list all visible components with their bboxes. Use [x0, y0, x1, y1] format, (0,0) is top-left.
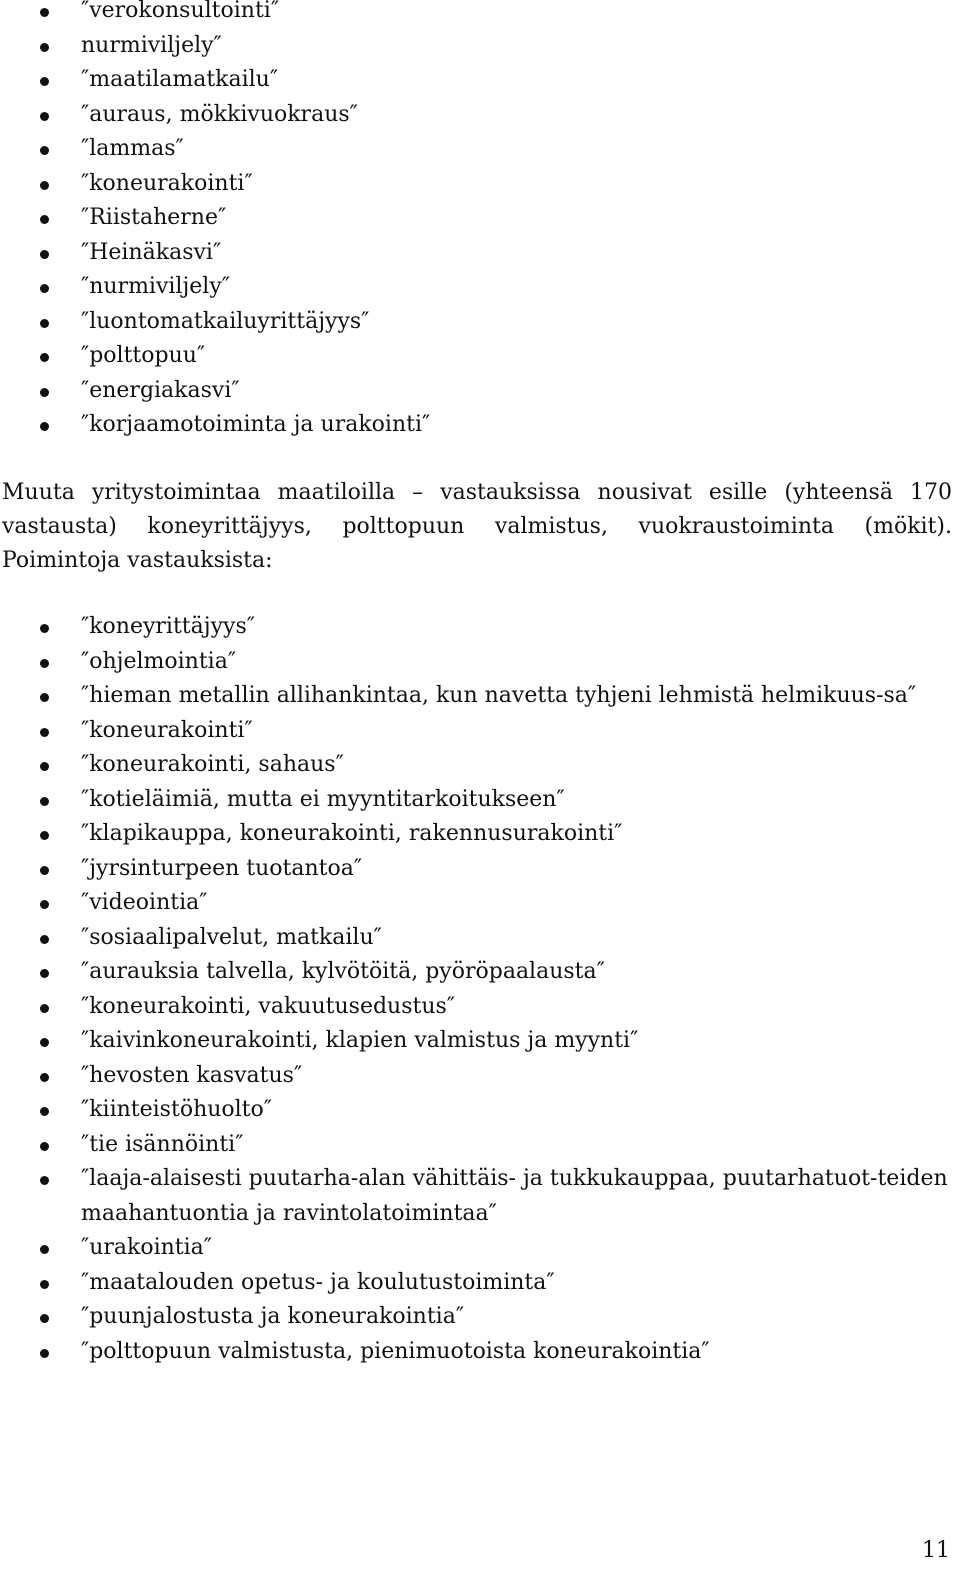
bullet-icon — [40, 1142, 49, 1151]
list-item — [0, 1024, 960, 1059]
list-item-text: ″luontomatkailuyrittäjyys″ — [81, 308, 370, 334]
bullet-icon — [40, 1107, 49, 1116]
list-item — [0, 1128, 960, 1163]
paragraph-line: Poimintoja vastauksista: — [2, 548, 273, 573]
list-item-text: ″polttopuun valmistusta, pienimuotoista koneurakointia″ — [81, 1338, 710, 1364]
bullet-icon — [40, 8, 49, 17]
list-item — [0, 339, 960, 374]
list-item-text: ″nurmiviljely″ — [81, 274, 230, 299]
list-item-text: ″koneyrittäjyys″ — [81, 614, 255, 639]
bullet-icon — [40, 250, 49, 259]
list-item — [0, 201, 960, 236]
list-item-text: ″polttopuu″ — [81, 343, 206, 368]
page-number: 11 — [922, 1538, 950, 1563]
list-item — [0, 98, 960, 133]
list-item — [0, 408, 960, 443]
list-item-text: nurmiviljely″ — [81, 32, 222, 58]
bullet-icon — [40, 77, 49, 86]
list-item-text: ″sosiaalipalvelut, matkailu″ — [81, 924, 382, 950]
list-item — [0, 1231, 960, 1266]
list-item-text: ″energiakasvi″ — [81, 377, 240, 403]
list-item — [0, 748, 960, 783]
list-item — [0, 645, 960, 680]
bullet-icon — [40, 866, 49, 875]
bullet-icon — [40, 1314, 49, 1323]
list-item-text: ″urakointia″ — [81, 1235, 213, 1260]
list-item — [0, 990, 960, 1025]
bullet-icon — [40, 659, 49, 668]
bullet-icon — [40, 969, 49, 978]
list-item-text: ″aurauksia talvella, kylvötöitä, pyöröpaalausta″ — [81, 959, 605, 984]
bullet-icon — [40, 146, 49, 155]
list-item-text: ″koneurakointi, vakuutusedustus″ — [81, 993, 456, 1019]
list-item — [0, 1335, 960, 1370]
bullet-icon — [40, 284, 49, 293]
list-item — [0, 1093, 960, 1128]
bullet-icon — [40, 215, 49, 224]
list-item — [0, 955, 960, 990]
bullet-icon — [40, 624, 49, 633]
list-item-text: ″kiinteistöhuolto″ — [81, 1097, 272, 1122]
list-item — [0, 783, 960, 818]
list-item-text: ″tie isännöinti″ — [81, 1131, 244, 1157]
list-item — [0, 817, 960, 852]
list-item — [0, 236, 960, 271]
list-item — [0, 63, 960, 98]
list-item — [0, 132, 960, 167]
bullet-icon — [40, 388, 49, 397]
list-item — [0, 886, 960, 921]
list-item — [0, 1059, 960, 1094]
bullet-icon — [40, 43, 49, 52]
list-item — [0, 374, 960, 409]
list-item-text: ″koneurakointi, sahaus″ — [81, 752, 344, 777]
bullet-icon — [40, 693, 49, 702]
bullet-icon — [40, 1245, 49, 1254]
list-item-text: ″korjaamotoiminta ja urakointi″ — [81, 412, 431, 437]
list-item-text: ″auraus, mökkivuokraus″ — [81, 101, 358, 127]
list-item-text: ″maatalouden opetus- ja koulutustoiminta″ — [81, 1269, 555, 1295]
list-item — [0, 270, 960, 305]
list-item-text: ″koneurakointi″ — [81, 170, 253, 196]
list-item — [0, 610, 960, 645]
list-item — [0, 1300, 960, 1335]
bullet-icon — [40, 762, 49, 771]
bullet-icon — [40, 1073, 49, 1082]
list-item — [0, 305, 960, 340]
bullet-icon — [40, 1176, 49, 1185]
list-item-text: ″jyrsinturpeen tuotantoa″ — [81, 855, 363, 881]
bullet-icon — [40, 319, 49, 328]
bullet-icon — [40, 1004, 49, 1013]
bullet-icon — [40, 1038, 49, 1047]
bullet-icon — [40, 181, 49, 190]
list-item-text: ″kaivinkoneurakointi, klapien valmistus ja myynti″ — [81, 1028, 639, 1053]
bullet-icon — [40, 1280, 49, 1289]
list-item-text: ″hevosten kasvatus″ — [81, 1062, 303, 1088]
list-item-text: ″verokonsultointi″ — [81, 0, 280, 23]
list-item-text: ″ohjelmointia″ — [81, 648, 237, 674]
body-paragraph — [2, 476, 952, 578]
bullet-icon — [40, 797, 49, 806]
list-item — [0, 1162, 960, 1231]
bullet-icon — [40, 353, 49, 362]
list-item — [0, 167, 960, 202]
list-item — [0, 29, 960, 64]
list-item-text: ″puunjalostusta ja koneurakointia″ — [81, 1304, 465, 1329]
bullet-icon — [40, 935, 49, 944]
list-item — [0, 1266, 960, 1301]
list-item-text: ″hieman metallin allihankintaa, kun navetta tyhjeni lehmistä helmikuus-sa″ — [81, 683, 917, 708]
bullet-icon — [40, 1349, 49, 1358]
bullet-list-bottom — [0, 610, 960, 1369]
list-item-text: ″Riistaherne″ — [81, 205, 227, 230]
list-item-text: ″laaja-alaisesti puutarha-alan vähittäis- ja tukkukauppaa, puutarhatuot-teiden maahantuontia ja ravintolatoimintaa″ — [81, 1166, 948, 1226]
list-item-text: ″kotieläimiä, mutta ei myyntitarkoitukseen″ — [81, 786, 565, 812]
bullet-icon — [40, 831, 49, 840]
list-item — [0, 0, 960, 29]
list-item-text: ″Heinäkasvi″ — [81, 239, 222, 265]
bullet-icon — [40, 900, 49, 909]
paragraph-line: Muuta yritystoimintaa maatiloilla – vastauksissa nousivat esille (yhteensä 170 — [2, 480, 952, 505]
paragraph-line: vastausta) koneyrittäjyys, polttopuun valmistus, vuokraustoiminta (mökit). — [2, 514, 952, 539]
list-item-text: ″koneurakointi″ — [81, 717, 253, 743]
list-item-text: ″videointia″ — [81, 890, 208, 915]
list-item-text: ″klapikauppa, koneurakointi, rakennusurakointi″ — [81, 821, 623, 846]
list-item-text: ″lammas″ — [81, 136, 184, 161]
list-item — [0, 714, 960, 749]
list-item — [0, 852, 960, 887]
bullet-list-top — [0, 0, 960, 443]
list-item — [0, 921, 960, 956]
list-item-text: ″maatilamatkailu″ — [81, 67, 279, 92]
bullet-icon — [40, 728, 49, 737]
bullet-icon — [40, 422, 49, 431]
list-item — [0, 679, 960, 714]
bullet-icon — [40, 112, 49, 121]
